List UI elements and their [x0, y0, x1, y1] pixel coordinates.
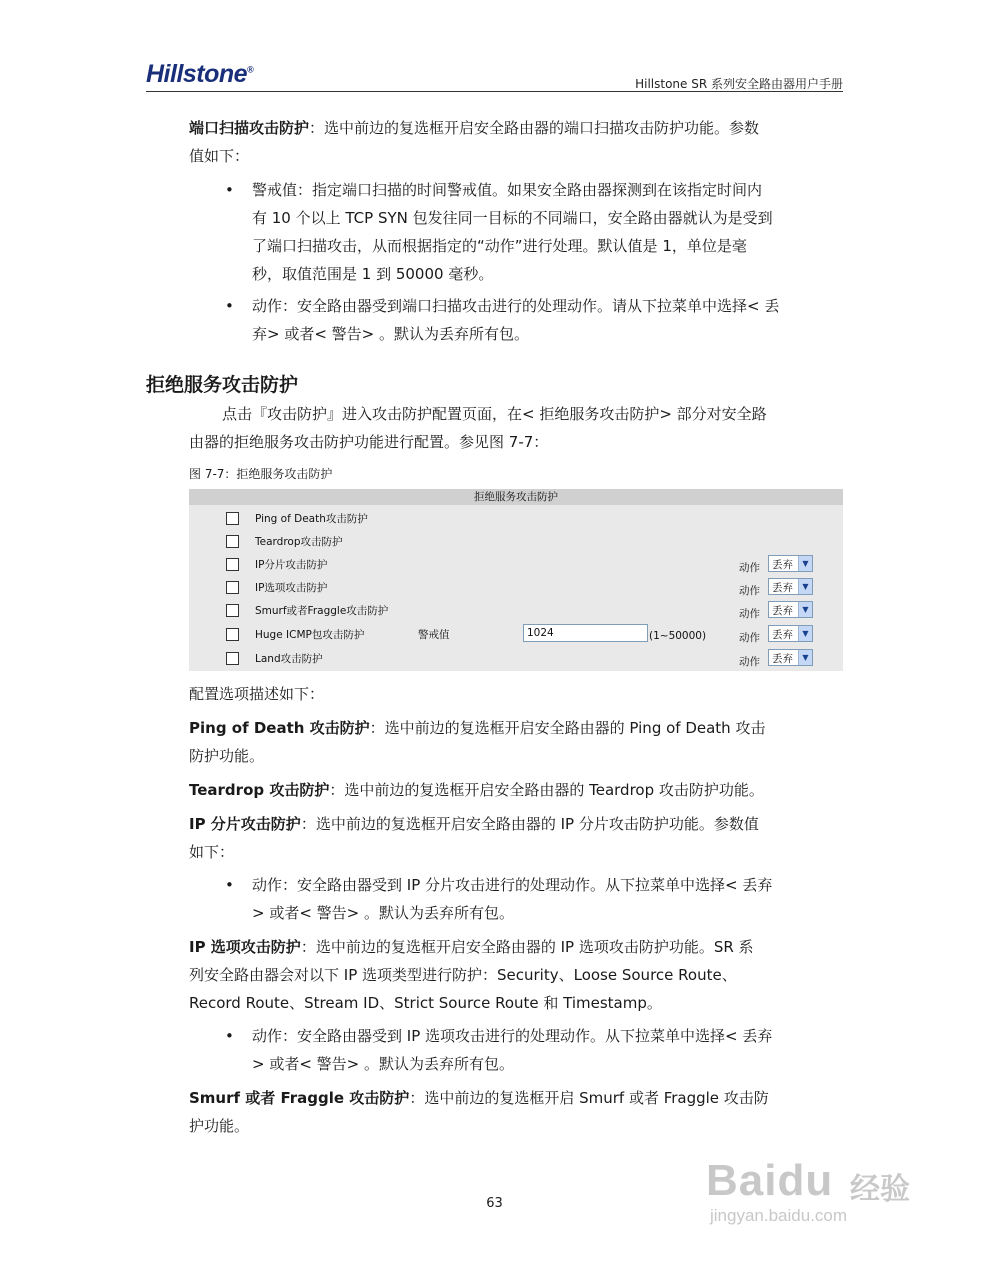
row-huge-icmp: [189, 624, 843, 646]
action-label: 动作: [739, 632, 760, 644]
row-ping-of-death: [189, 508, 843, 530]
teardrop-checkbox[interactable]: [226, 535, 239, 548]
ip-option-desc: IP 选项攻击防护：选中前边的复选框开启安全路由器的 IP 选项攻击防护功能。SR 系 列安全路由器会对以下 IP 选项类型进行防护：Security、Loose Source Route、 Record Route、Stream ID、Strict Source Route 和 Timestamp。: [189, 938, 754, 1012]
ping-of-death-desc: Ping of Death 攻击防护：选中前边的复选框开启安全路由器的 Ping of Death 攻击 防护功能。: [189, 719, 766, 765]
threshold-input[interactable]: 1024: [523, 624, 648, 642]
teardrop-desc: Teardrop 攻击防护：选中前边的复选框开启安全路由器的 Teardrop 攻击防护功能。: [189, 781, 764, 799]
row-land: [189, 648, 843, 670]
smurf-fraggle-desc: Smurf 或者 Fraggle 攻击防护：选中前边的复选框开启 Smurf 或者 Fraggle 攻击防 护功能。: [189, 1089, 769, 1135]
huge-icmp-checkbox[interactable]: [226, 628, 239, 641]
land-checkbox[interactable]: [226, 652, 239, 665]
threshold-label: 警戒值: [418, 629, 450, 641]
options-intro: 配置选项描述如下：: [189, 685, 325, 703]
row-ip-option: [189, 577, 843, 599]
action-label: 动作: [739, 608, 760, 620]
port-scan-paragraph: 端口扫描攻击防护：选中前边的复选框开启安全路由器的端口扫描攻击防护功能。参数 值如下：: [189, 119, 760, 165]
bullet-dot: •: [225, 1027, 234, 1045]
ip-option-checkbox[interactable]: [226, 581, 239, 594]
manual-title: Hillstone SR 系列安全路由器用户手册: [635, 77, 843, 91]
port-scan-action-bullet: 动作：安全路由器受到端口扫描攻击进行的处理动作。请从下拉菜单中选择< 丢 弃> 或者< 警告> 。默认为丢弃所有包。: [252, 297, 780, 343]
row-label: IP分片攻击防护: [255, 559, 328, 571]
chevron-down-icon[interactable]: ▼: [798, 650, 812, 665]
row-smurf-fraggle: [189, 600, 843, 622]
row-label: Teardrop攻击防护: [255, 536, 343, 548]
figure-caption: 图 7-7：拒绝服务攻击防护: [189, 467, 333, 481]
ip-fragment-desc: IP 分片攻击防护：选中前边的复选框开启安全路由器的 IP 分片攻击防护功能。参数值 如下：: [189, 815, 759, 861]
port-scan-threshold-bullet: 警戒值：指定端口扫描的时间警戒值。如果安全路由器探测到在该指定时间内 有 10 个以上 TCP SYN 包发往同一目标的不同端口，安全路由器就认为是受到 了端口扫描攻击，从而根据指定的“动作”进行处理。默认值是 1，单位是毫 秒，取值范围是 1 到 50000 毫秒。: [252, 181, 773, 283]
ip-fragment-action-bullet: 动作：安全路由器受到 IP 分片攻击进行的处理动作。从下拉菜单中选择< 丢弃 > 或者< 警告> 。默认为丢弃所有包。: [252, 876, 773, 922]
chevron-down-icon[interactable]: ▼: [798, 579, 812, 594]
action-label: 动作: [739, 585, 760, 597]
section-intro: 点击『攻击防护』进入攻击防护配置页面，在< 拒绝服务攻击防护> 部分对安全路 由器的拒绝服务攻击防护功能进行配置。参见图 7-7：: [189, 405, 767, 451]
row-label: IP选项攻击防护: [255, 582, 328, 594]
hillstone-logo: Hillstone®: [146, 60, 254, 88]
section-heading: 拒绝服务攻击防护: [146, 374, 299, 396]
row-label: Ping of Death攻击防护: [255, 513, 368, 525]
action-label: 动作: [739, 562, 760, 574]
ping-of-death-checkbox[interactable]: [226, 512, 239, 525]
huge-icmp-action-select[interactable]: 丢弃 ▼: [768, 625, 813, 642]
page-number: 63: [486, 1196, 503, 1211]
row-ip-fragment: [189, 554, 843, 576]
land-action-select[interactable]: 丢弃 ▼: [768, 649, 813, 666]
ip-fragment-action-select[interactable]: 丢弃 ▼: [768, 555, 813, 572]
header-divider: [146, 91, 843, 92]
action-label: 动作: [739, 656, 760, 668]
threshold-range: (1~50000): [649, 630, 707, 642]
bullet-dot: •: [225, 181, 234, 199]
bullet-dot: •: [225, 876, 234, 894]
row-teardrop: [189, 531, 843, 553]
row-label: Huge ICMP包攻击防护: [255, 629, 365, 641]
ip-option-action-bullet: 动作：安全路由器受到 IP 选项攻击进行的处理动作。从下拉菜单中选择< 丢弃 > 或者< 警告> 。默认为丢弃所有包。: [252, 1027, 773, 1073]
chevron-down-icon[interactable]: ▼: [798, 556, 812, 571]
row-label: Smurf或者Fraggle攻击防护: [255, 605, 389, 617]
panel-title: 拒绝服务攻击防护: [189, 489, 843, 505]
smurf-fraggle-checkbox[interactable]: [226, 604, 239, 617]
chevron-down-icon[interactable]: ▼: [798, 602, 812, 617]
dos-protection-panel: [189, 489, 843, 671]
bullet-dot: •: [225, 297, 234, 315]
chevron-down-icon[interactable]: ▼: [798, 626, 812, 641]
row-label: Land攻击防护: [255, 653, 323, 665]
baidu-watermark: Baidu 经验 jingyan.baidu.com: [706, 1156, 910, 1225]
smurf-fraggle-action-select[interactable]: 丢弃 ▼: [768, 601, 813, 618]
ip-fragment-checkbox[interactable]: [226, 558, 239, 571]
port-scan-term: 端口扫描攻击防护: [189, 119, 310, 137]
ip-option-action-select[interactable]: 丢弃 ▼: [768, 578, 813, 595]
